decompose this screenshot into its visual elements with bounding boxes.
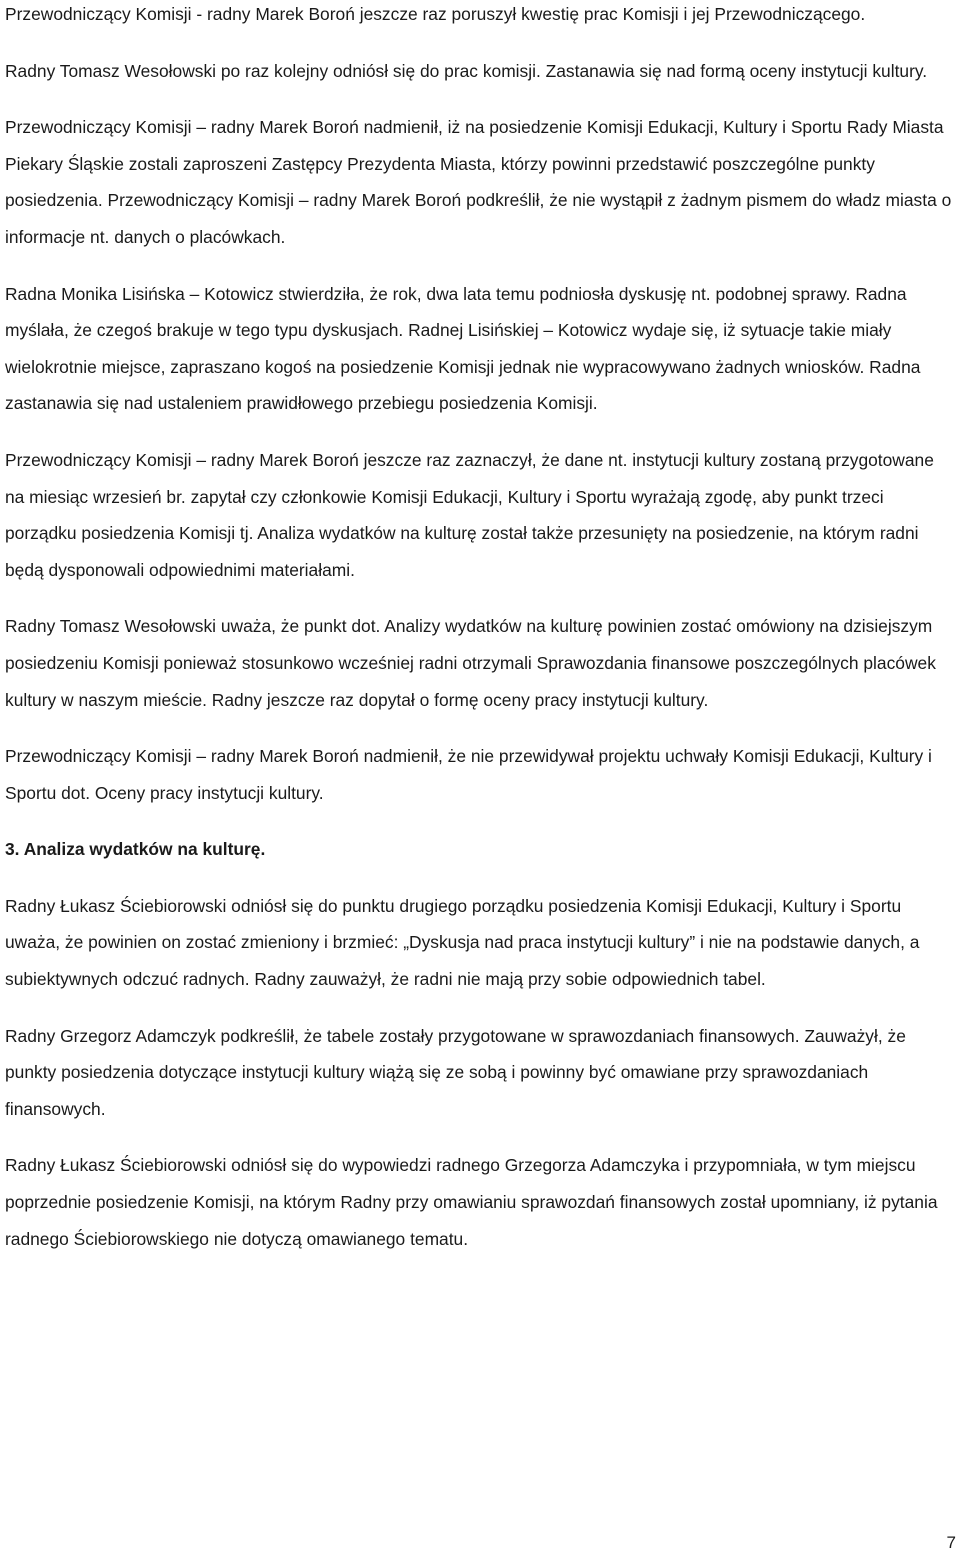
paragraph: Radna Monika Lisińska – Kotowicz stwierdziła, że rok, dwa lata temu podniosła dyskusję nt. podobnej sprawy. Radna myślała, że czegoś brakuje w tego typu dyskusjach. Radnej Lisińskiej – Kotowicz wydaje się, iż sytuacje takie miały wielokrotnie miejsce, zapraszano kogoś na posiedzenie Komisji jednak nie wypracowywano żadnych wniosków. Radna zastanawia się nad ustaleniem prawidłowego przebiegu posiedzenia Komisji. (5, 283, 921, 414)
paragraph: Radny Grzegorz Adamczyk podkreślił, że tabele zostały przygotowane w sprawozdaniach finansowych. Zauważył, że punkty posiedzenia dotyczące instytucji kultury wiążą się ze sobą i powinny być omawiane przy sprawozdaniach finansowych. (5, 1025, 906, 1119)
paragraph: Radny Tomasz Wesołowski po raz kolejny odniósł się do prac komisji. Zastanawia się nad formą oceny instytucji kultury. (5, 60, 928, 81)
paragraph: Przewodniczący Komisji – radny Marek Boroń nadmienił, że nie przewidywał projektu uchwały Komisji Edukacji, Kultury i Sportu dot. Oceny pracy instytucji kultury. (5, 746, 932, 803)
paragraph: Radny Łukasz Ściebiorowski odniósł się do punktu drugiego porządku posiedzenia Komisji Edukacji, Kultury i Sportu uważa, że powinien on zostać zmieniony i brzmieć: „Dyskusja nad praca instytucji kultury” i nie na podstawie danych, a subiektywnych odczuć radnych. Radny zauważył, że radni nie mają przy sobie odpowiednich tabel. (5, 895, 920, 990)
paragraph: Przewodniczący Komisji – radny Marek Boroń nadmienił, iż na posiedzenie Komisji Edukacji, Kultury i Sportu Rady Miasta Piekary Śląskie zostali zaproszeni Zastępcy Prezydenta Miasta, którzy powinni przedstawić poszczególne punkty posiedzenia. Przewodniczący Komisji – radny Marek Boroń podkreślił, że nie wystąpił z żadnym pismem do władz miasta o informacje nt. danych o placówkach. (5, 117, 952, 247)
document-page (5, 0, 957, 1277)
paragraph: Przewodniczący Komisji - radny Marek Boroń jeszcze raz poruszył kwestię prac Komisji i jej Przewodniczącego. (5, 4, 866, 24)
section-heading: 3. Analiza wydatków na kulturę. (5, 839, 266, 860)
paragraph: Radny Tomasz Wesołowski uważa, że punkt dot. Analizy wydatków na kulturę powinien zostać omówiony na dzisiejszym posiedzeniu Komisji ponieważ stosunkowo wcześniej radni otrzymali Sprawozdania finansowe poszczególnych placówek kultury w naszym mieście. Radny jeszcze raz dopytał o formę oceny pracy instytucji kultury. (5, 616, 936, 710)
paragraph: Radny Łukasz Ściebiorowski odniósł się do wypowiedzi radnego Grzegorza Adamczyka i przypomniała, w tym miejscu poprzednie posiedzenie Komisji, na którym Radny przy omawianiu sprawozdań finansowych został upomniany, iż pytania radnego Ściebiorowskiego nie dotyczą omawianego tematu. (5, 1155, 938, 1249)
page-number: 7 (946, 1533, 956, 1552)
paragraph: Przewodniczący Komisji – radny Marek Boroń jeszcze raz zaznaczył, że dane nt. instytucji kultury zostaną przygotowane na miesiąc wrzesień br. zapytał czy członkowie Komisji Edukacji, Kultury i Sportu wyrażają zgodę, aby punkt trzeci porządku posiedzenia Komisji tj. Analiza wydatków na kulturę został także przesunięty na posiedzenie, na którym radni będą dysponowali odpowiednimi materiałami. (5, 449, 934, 580)
